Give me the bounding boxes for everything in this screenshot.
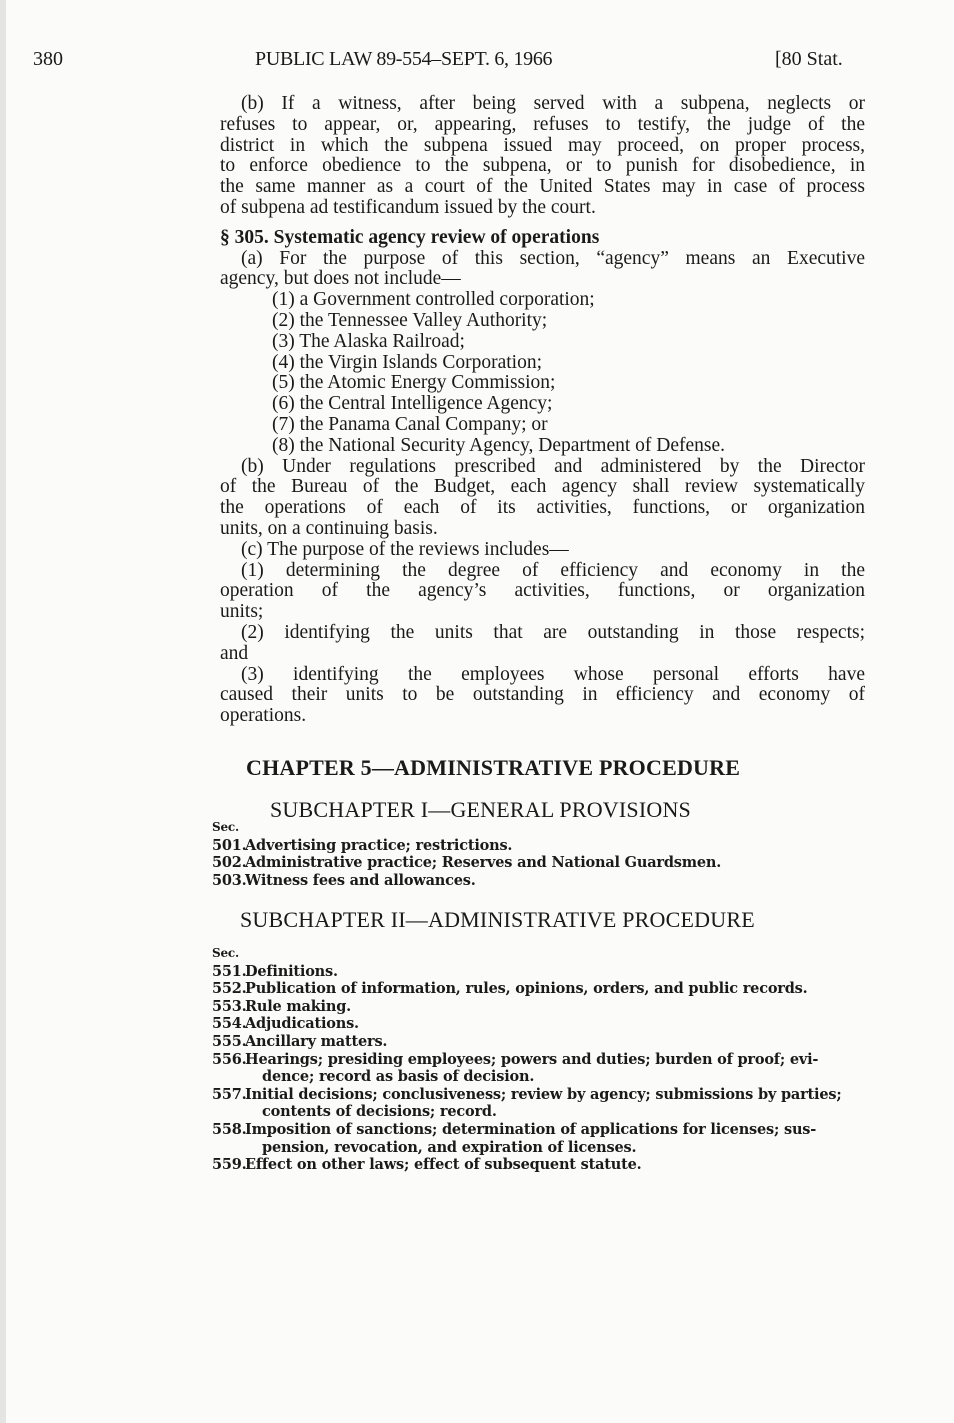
text-line: (3) The Alaska Railroad; <box>272 330 465 352</box>
toc-entry <box>212 1156 842 1174</box>
text-line: agency, but does not include— <box>220 268 461 290</box>
toc-entry <box>212 963 842 981</box>
toc-entry <box>212 1068 842 1086</box>
text-line: (2) the Tennessee Valley Authority; <box>272 309 548 331</box>
text-line: (a) For the purpose of this section, “agency” means an Executive <box>241 247 865 269</box>
scan-edge <box>0 0 6 1423</box>
paragraph <box>220 561 865 623</box>
text-line: the same manner as a court of the United States may in case of process <box>220 176 865 198</box>
section-title: dence; record as basis of decision. <box>262 1068 535 1086</box>
section-title: Witness fees and allowances. <box>245 871 476 889</box>
toc-entry <box>212 837 721 855</box>
text-line: (1) a Government controlled corporation; <box>272 289 595 311</box>
text-line: (2) identifying the units that are outstanding in those respects; <box>241 621 865 643</box>
section-title: Effect on other laws; effect of subsequent statute. <box>245 1156 642 1174</box>
toc-entry <box>212 1139 842 1157</box>
section-number: 501. <box>212 836 247 854</box>
section-number: 553. <box>212 997 247 1015</box>
section-number: 503. <box>212 871 247 889</box>
section-title: Adjudications. <box>245 1015 359 1033</box>
sec-label: Sec. <box>212 946 239 960</box>
list-item <box>220 415 865 436</box>
text-line: and <box>220 642 249 664</box>
toc-entry <box>212 1051 842 1069</box>
text-line: refuses to appear, or, appearing, refuses to testify, the judge of the <box>220 113 865 135</box>
section-number: 551. <box>212 962 247 980</box>
text-line: (8) the National Security Agency, Department of Defense. <box>272 434 726 456</box>
sec-label: Sec. <box>212 820 239 834</box>
list-item <box>220 290 865 311</box>
text-line: (4) the Virgin Islands Corporation; <box>272 351 542 373</box>
toc-entry <box>212 854 721 872</box>
section-title: Initial decisions; conclusiveness; review by agency; submissions by parties; <box>245 1085 842 1103</box>
text-line: the operations of each of its activities, functions, or organization <box>220 497 865 519</box>
paragraph <box>220 665 865 727</box>
text-line: (1) determining the degree of efficiency and economy in the <box>241 559 865 581</box>
section-title: pension, revocation, and expiration of licenses. <box>262 1138 637 1156</box>
section-number: 559. <box>212 1156 247 1174</box>
text-line: units, on a continuing basis. <box>220 517 438 539</box>
section-title: Rule making. <box>245 997 351 1015</box>
text-line: district in which the subpena issued may proceed, on proper process, <box>220 134 865 156</box>
text-line: (6) the Central Intelligence Agency; <box>272 393 553 415</box>
list-item <box>220 332 865 353</box>
list-item <box>220 353 865 374</box>
text-line: § 305. Systematic agency review of operations <box>220 226 600 248</box>
subchapter-1-toc <box>212 819 721 889</box>
section-title: Ancillary matters. <box>245 1032 388 1050</box>
text-line: operation of the agency’s activities, functions, or organization <box>220 580 865 602</box>
statute-body <box>220 94 865 727</box>
section-title: Administrative practice; Reserves and National Guardsmen. <box>245 854 722 872</box>
text-line: operations. <box>220 705 307 727</box>
text-line: (c) The purpose of the reviews includes— <box>241 538 569 560</box>
section-title: Hearings; presiding employees; powers and duties; burden of proof; evi- <box>245 1050 819 1068</box>
paragraph <box>220 249 865 291</box>
section-title: Publication of information, rules, opinions, orders, and public records. <box>245 980 808 998</box>
section-number: 556. <box>212 1050 247 1068</box>
text-line: of subpena ad testificandum issued by the court. <box>220 196 596 218</box>
paragraph <box>220 540 865 561</box>
text-line: (b) Under regulations prescribed and administered by the Director <box>241 455 865 477</box>
list-item <box>220 311 865 332</box>
toc-entry <box>212 1103 842 1121</box>
section-number: 552. <box>212 980 247 998</box>
toc-entry <box>212 872 721 890</box>
toc-entry <box>212 998 842 1016</box>
text-line: (5) the Atomic Energy Commission; <box>272 372 556 394</box>
chapter-title: CHAPTER 5—ADMINISTRATIVE PROCEDURE <box>246 755 741 780</box>
section-heading <box>220 228 865 249</box>
text-line: (b) If a witness, after being served with a subpena, neglects or <box>241 93 865 114</box>
paragraph <box>220 623 865 665</box>
list-item <box>220 373 865 394</box>
text-line: caused their units to be outstanding in efficiency and economy of <box>220 684 865 706</box>
subchapter-2-toc <box>212 945 842 1174</box>
volume-reference: [80 Stat. <box>775 48 843 70</box>
subchapter-1-title: SUBCHAPTER I—GENERAL PROVISIONS <box>270 797 691 822</box>
toc-entry <box>212 1015 842 1033</box>
section-title: Imposition of sanctions; determination of applications for licenses; sus- <box>245 1120 817 1138</box>
section-number: 558. <box>212 1120 247 1138</box>
text-line: (7) the Panama Canal Company; or <box>272 413 548 435</box>
section-title: Advertising practice; restrictions. <box>245 836 513 854</box>
list-item <box>220 436 865 457</box>
text-line: (3) identifying the employees whose personal efforts have <box>241 663 865 685</box>
paragraph <box>220 94 865 219</box>
section-number: 502. <box>212 854 247 872</box>
text-line: of the Bureau of the Budget, each agency shall review systematically <box>220 476 865 498</box>
toc-entry <box>212 980 842 998</box>
running-header-title: PUBLIC LAW 89-554–SEPT. 6, 1966 <box>255 48 553 70</box>
toc-entry <box>212 1121 842 1139</box>
paragraph <box>220 457 865 540</box>
section-number: 557. <box>212 1085 247 1103</box>
subchapter-2-title: SUBCHAPTER II—ADMINISTRATIVE PROCEDURE <box>240 907 755 932</box>
section-title: Definitions. <box>245 962 338 980</box>
text-line: to enforce obedience to the subpena, or to punish for disobedience, in <box>220 155 865 177</box>
toc-entry <box>212 1033 842 1051</box>
list-item <box>220 394 865 415</box>
text-line: units; <box>220 601 264 623</box>
page-number: 380 <box>33 48 63 70</box>
section-title: contents of decisions; record. <box>262 1103 497 1121</box>
section-number: 555. <box>212 1032 247 1050</box>
toc-entry <box>212 1086 842 1104</box>
section-number: 554. <box>212 1015 247 1033</box>
